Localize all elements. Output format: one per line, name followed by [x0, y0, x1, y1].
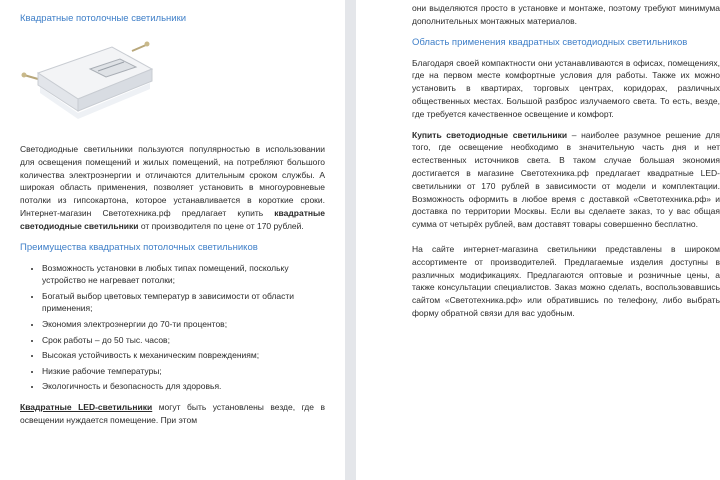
catalog-paragraph: На сайте интернет-магазина светильники представлены в широком ассортименте от производителей. Предлагаемые изделия доступны в различных модификациях. Предлагаются оптовые и розничные цены, а также консультации специалистов. Заказ можно сделать, воспользовавшись сайтом «Светотехника.рф» или обратившись по телефону, либо выбрать форму обратной связи для вас удобным.: [412, 243, 720, 318]
square-panel-light-illustration: [20, 33, 160, 125]
advantages-list: [20, 262, 325, 393]
advantages-heading: Преимущества квадратных потолочных светильников: [20, 241, 258, 253]
product-image: [20, 33, 160, 125]
continued-paragraph: они выделяются просто в установке и монтаже, поэтому требуют минимума дополнительных монтажных материалов.: [412, 3, 720, 26]
document-page-left: [0, 0, 345, 480]
footer-text: могут быть установлены везде, где в освещении нуждается помещение. При этом: [20, 401, 325, 425]
list-item: • Богатый выбор цветовых температур в зависимости от области применения;: [42, 290, 325, 315]
list-item: • Срок работы – до 50 тыс. часов;: [42, 334, 325, 347]
list-item: • Экономия электроэнергии до 70-ти процентов;: [42, 318, 325, 331]
intro-bold-link[interactable]: квадратные светодиодные светильники: [20, 207, 325, 231]
list-item: • Высокая устойчивость к механическим повреждениям;: [42, 349, 325, 362]
section-heading: Квадратные потолочные светильники: [20, 13, 187, 24]
intro-tail: от производителя по цене от 170 рублей.: [140, 220, 304, 231]
purchase-paragraph: [412, 129, 720, 231]
intro-text: Светодиодные светильники пользуются популярностью в использовании для освещения помещений и жилых помещений, на потребляют большого количества электроэнергии и отличаются длительным сроком службы. А широкая область применения, позволяет установить в многоуровневые потолки из гипсокартона, которое устанавливается в короткие сроки. Интернет-магазин Светотехника.рф предлагает купить: [20, 144, 325, 218]
purchase-bold-link[interactable]: Купить светодиодные светильники: [412, 129, 568, 140]
document-page-right: [356, 0, 720, 480]
list-item: • Возможность установки в любых типах помещений, поскольку устройство не нагревает потолки;: [42, 262, 325, 287]
purchase-text: – наиболее разумное решение для того, где освещение необходимо в значительную часть дня и нет естественных источников света. В таком случае большая экономия достигается в магазине Светотехника.рф предлагает квадратные LED-светильники от 170 рублей в зависимости от модели и комплектации. Возможность оформить в любое время с доставкой «Светотехника.рф» и доставка по территории Москвы. Если вы сделаете заказ, то у вас общая сумма от четырёх рублей, вам доставят товары совершенно бесплатно.: [412, 129, 720, 230]
application-heading: Область применения квадратных светодиодных светильников: [412, 36, 688, 48]
list-item: • Низкие рабочие температуры;: [42, 365, 325, 378]
footer-bold-link[interactable]: Квадратные LED-светильники: [20, 401, 153, 412]
list-item: • Экологичность и безопасность для здоровья.: [42, 380, 325, 393]
footer-paragraph: [20, 401, 325, 427]
intro-paragraph: [20, 143, 325, 233]
application-paragraph: Благодаря своей компактности они устанавливаются в офисах, помещениях, где на первом месте комфортные условия для работы. Также их можно установить в квартирах, торговых центрах, коридорах, различных общественных местах. Большой разброс излучаемого света. То есть, везде, где требуется качественное освещение и комфорт.: [412, 57, 720, 119]
